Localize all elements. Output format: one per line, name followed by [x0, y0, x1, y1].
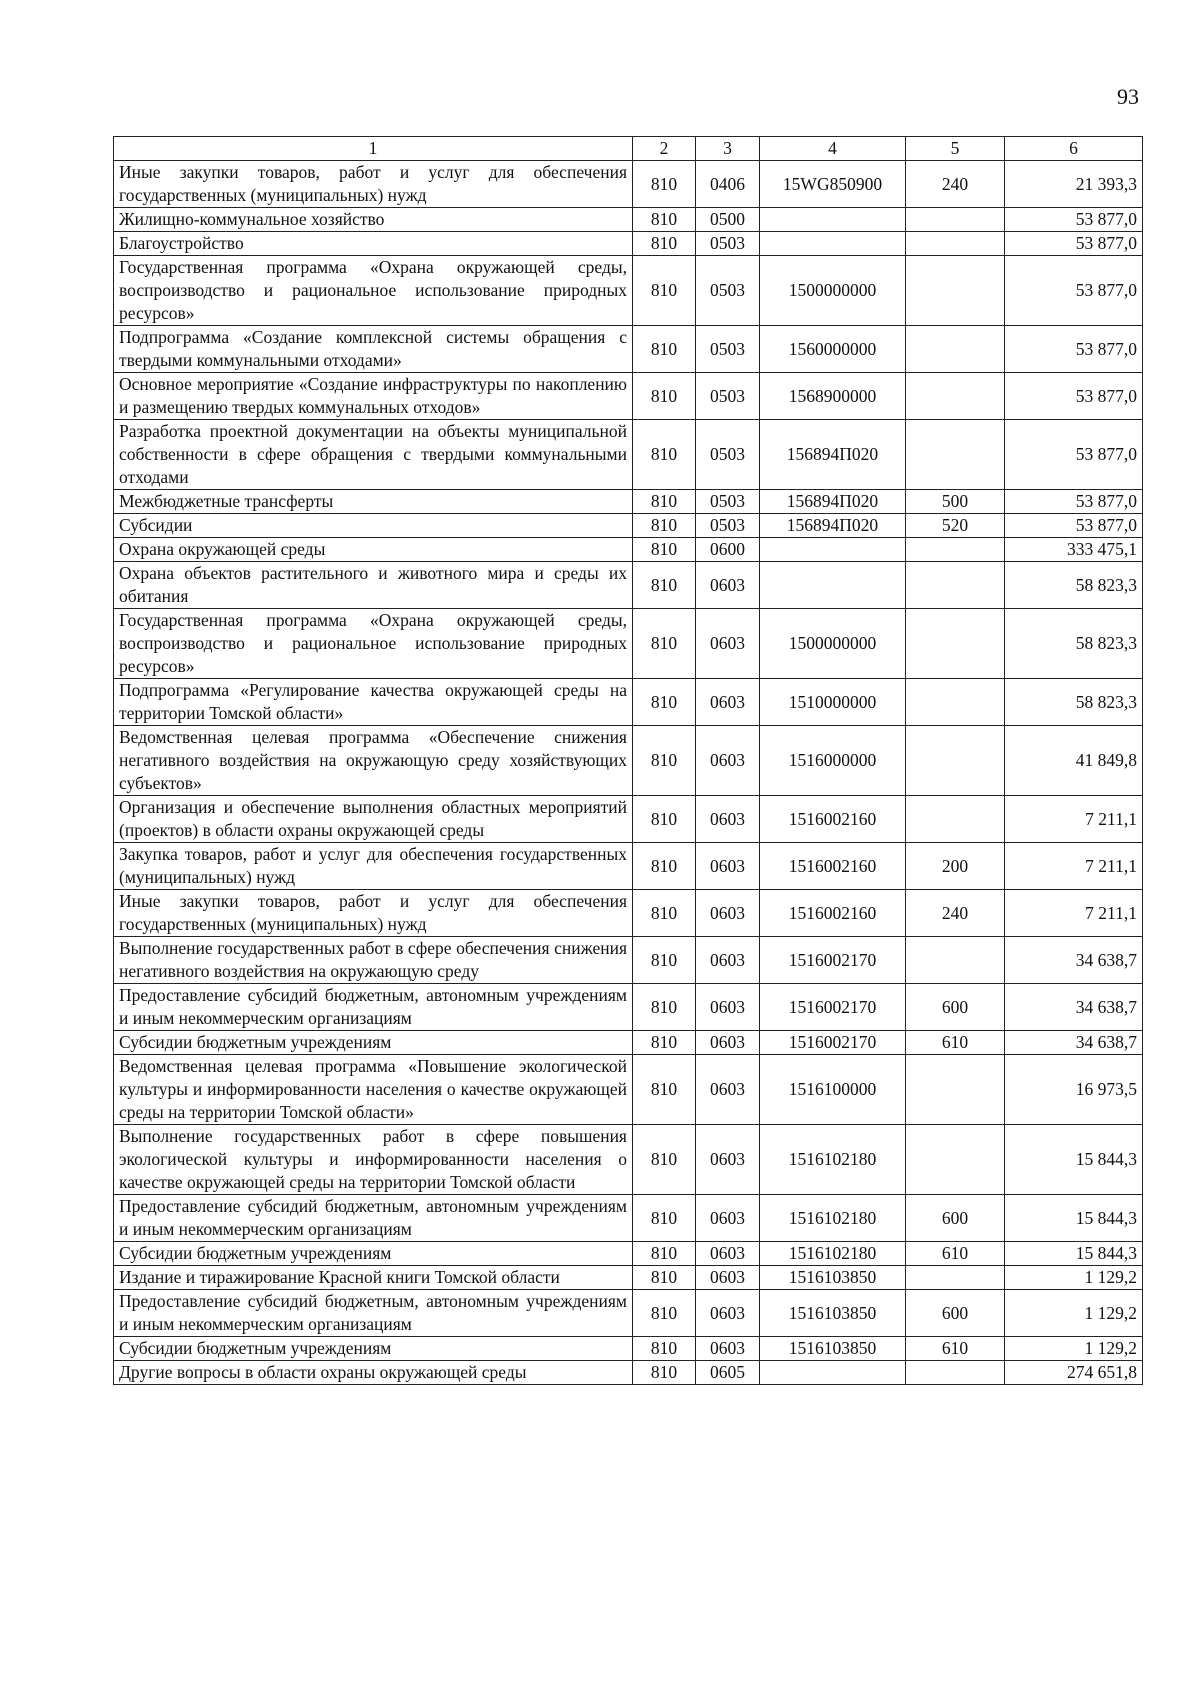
target-article-cell: 1516002160: [760, 890, 906, 937]
expense-type-cell: [906, 208, 1005, 232]
table-row: [114, 726, 1143, 796]
item-name-cell: Охрана окружающей среды: [114, 538, 633, 562]
item-name-cell: Предоставление субсидий бюджетным, автономным учреждениям и иным некоммерческим организациям: [114, 1290, 633, 1337]
item-name-cell: Подпрограмма «Регулирование качества окружающей среды на территории Томской области»: [114, 679, 633, 726]
item-name-cell: Закупка товаров, работ и услуг для обеспечения государственных (муниципальных) нужд: [114, 843, 633, 890]
ministry-code-cell: 810: [633, 843, 696, 890]
expense-type-cell: 600: [906, 1290, 1005, 1337]
table-row: [114, 1242, 1143, 1266]
expense-type-cell: [906, 256, 1005, 326]
table-row: [114, 1055, 1143, 1125]
amount-cell: 58 823,3: [1005, 679, 1143, 726]
target-article-cell: 1516000000: [760, 726, 906, 796]
section-code-cell: 0603: [696, 1337, 760, 1361]
table-row: [114, 984, 1143, 1031]
ministry-code-cell: 810: [633, 161, 696, 208]
table-row: [114, 1361, 1143, 1385]
ministry-code-cell: 810: [633, 796, 696, 843]
target-article-cell: 1516002170: [760, 1031, 906, 1055]
header-cell-col1: 1: [114, 137, 633, 161]
target-article-cell: 1516002160: [760, 796, 906, 843]
header-cell-col4: 4: [760, 137, 906, 161]
target-article-cell: 1516100000: [760, 1055, 906, 1125]
expense-type-cell: [906, 232, 1005, 256]
section-code-cell: 0503: [696, 326, 760, 373]
ministry-code-cell: 810: [633, 679, 696, 726]
section-code-cell: 0603: [696, 1266, 760, 1290]
amount-cell: 7 211,1: [1005, 843, 1143, 890]
ministry-code-cell: 810: [633, 538, 696, 562]
target-article-cell: 1516102180: [760, 1125, 906, 1195]
table-row: [114, 1125, 1143, 1195]
ministry-code-cell: 810: [633, 373, 696, 420]
table-row: [114, 490, 1143, 514]
amount-cell: 53 877,0: [1005, 420, 1143, 490]
amount-cell: 53 877,0: [1005, 373, 1143, 420]
ministry-code-cell: 810: [633, 937, 696, 984]
ministry-code-cell: 810: [633, 984, 696, 1031]
expense-type-cell: 500: [906, 490, 1005, 514]
amount-cell: 1 129,2: [1005, 1290, 1143, 1337]
section-code-cell: 0406: [696, 161, 760, 208]
table-row: [114, 562, 1143, 609]
item-name-cell: Организация и обеспечение выполнения областных мероприятий (проектов) в области охраны окружающей среды: [114, 796, 633, 843]
expense-type-cell: 520: [906, 514, 1005, 538]
section-code-cell: 0603: [696, 1290, 760, 1337]
expense-type-cell: 610: [906, 1031, 1005, 1055]
section-code-cell: 0503: [696, 373, 760, 420]
ministry-code-cell: 810: [633, 1242, 696, 1266]
amount-cell: 53 877,0: [1005, 490, 1143, 514]
amount-cell: 7 211,1: [1005, 796, 1143, 843]
item-name-cell: Разработка проектной документации на объекты муниципальной собственности в сфере обращения с твердыми коммунальными отходами: [114, 420, 633, 490]
amount-cell: 58 823,3: [1005, 609, 1143, 679]
amount-cell: 41 849,8: [1005, 726, 1143, 796]
expense-type-cell: 240: [906, 161, 1005, 208]
amount-cell: 34 638,7: [1005, 937, 1143, 984]
amount-cell: 53 877,0: [1005, 514, 1143, 538]
table-row: [114, 208, 1143, 232]
expense-type-cell: [906, 538, 1005, 562]
expense-type-cell: [906, 937, 1005, 984]
section-code-cell: 0603: [696, 937, 760, 984]
amount-cell: 15 844,3: [1005, 1195, 1143, 1242]
ministry-code-cell: 810: [633, 208, 696, 232]
ministry-code-cell: 810: [633, 726, 696, 796]
table-row: [114, 796, 1143, 843]
section-code-cell: 0603: [696, 796, 760, 843]
ministry-code-cell: 810: [633, 562, 696, 609]
amount-cell: 15 844,3: [1005, 1242, 1143, 1266]
target-article-cell: [760, 538, 906, 562]
target-article-cell: 1516102180: [760, 1242, 906, 1266]
item-name-cell: Другие вопросы в области охраны окружающей среды: [114, 1361, 633, 1385]
table-row: [114, 373, 1143, 420]
item-name-cell: Субсидии: [114, 514, 633, 538]
section-code-cell: 0603: [696, 1195, 760, 1242]
item-name-cell: Ведомственная целевая программа «Обеспечение снижения негативного воздействия на окружающую среду хозяйствующих субъектов»: [114, 726, 633, 796]
section-code-cell: 0600: [696, 538, 760, 562]
ministry-code-cell: 810: [633, 1337, 696, 1361]
expense-type-cell: 600: [906, 984, 1005, 1031]
ministry-code-cell: 810: [633, 514, 696, 538]
ministry-code-cell: 810: [633, 1195, 696, 1242]
target-article-cell: 156894П020: [760, 490, 906, 514]
target-article-cell: [760, 208, 906, 232]
table-row: [114, 1195, 1143, 1242]
item-name-cell: Охрана объектов растительного и животного мира и среды их обитания: [114, 562, 633, 609]
item-name-cell: Государственная программа «Охрана окружающей среды, воспроизводство и рациональное использование природных ресурсов»: [114, 256, 633, 326]
amount-cell: 1 129,2: [1005, 1337, 1143, 1361]
amount-cell: 16 973,5: [1005, 1055, 1143, 1125]
ministry-code-cell: 810: [633, 420, 696, 490]
table-row: [114, 326, 1143, 373]
expense-type-cell: [906, 1055, 1005, 1125]
target-article-cell: [760, 232, 906, 256]
target-article-cell: [760, 1361, 906, 1385]
target-article-cell: 1500000000: [760, 256, 906, 326]
section-code-cell: 0503: [696, 256, 760, 326]
target-article-cell: 1568900000: [760, 373, 906, 420]
header-cell-col5: 5: [906, 137, 1005, 161]
item-name-cell: Жилищно-коммунальное хозяйство: [114, 208, 633, 232]
target-article-cell: 156894П020: [760, 514, 906, 538]
table-row: [114, 1337, 1143, 1361]
expense-type-cell: 200: [906, 843, 1005, 890]
header-cell-col6: 6: [1005, 137, 1143, 161]
section-code-cell: 0603: [696, 890, 760, 937]
ministry-code-cell: 810: [633, 256, 696, 326]
amount-cell: 15 844,3: [1005, 1125, 1143, 1195]
item-name-cell: Ведомственная целевая программа «Повышение экологической культуры и информированности населения о качестве окружающей среды на территории Томской области»: [114, 1055, 633, 1125]
ministry-code-cell: 810: [633, 1361, 696, 1385]
expense-type-cell: [906, 609, 1005, 679]
item-name-cell: Субсидии бюджетным учреждениям: [114, 1337, 633, 1361]
target-article-cell: 1516103850: [760, 1337, 906, 1361]
table-row: [114, 1031, 1143, 1055]
target-article-cell: 156894П020: [760, 420, 906, 490]
item-name-cell: Издание и тиражирование Красной книги Томской области: [114, 1266, 633, 1290]
amount-cell: 58 823,3: [1005, 562, 1143, 609]
amount-cell: 53 877,0: [1005, 326, 1143, 373]
ministry-code-cell: 810: [633, 1055, 696, 1125]
ministry-code-cell: 810: [633, 232, 696, 256]
section-code-cell: 0603: [696, 1125, 760, 1195]
expense-type-cell: [906, 1361, 1005, 1385]
table-row: [114, 514, 1143, 538]
target-article-cell: 15WG850900: [760, 161, 906, 208]
section-code-cell: 0603: [696, 843, 760, 890]
table-row: [114, 890, 1143, 937]
section-code-cell: 0603: [696, 609, 760, 679]
expense-type-cell: 610: [906, 1337, 1005, 1361]
table-row: [114, 161, 1143, 208]
section-code-cell: 0603: [696, 1055, 760, 1125]
item-name-cell: Благоустройство: [114, 232, 633, 256]
table-row: [114, 420, 1143, 490]
amount-cell: 7 211,1: [1005, 890, 1143, 937]
item-name-cell: Выполнение государственных работ в сфере повышения экологической культуры и информированности населения о качестве окружающей среды на территории Томской области: [114, 1125, 633, 1195]
expense-type-cell: 600: [906, 1195, 1005, 1242]
item-name-cell: Иные закупки товаров, работ и услуг для обеспечения государственных (муниципальных) нужд: [114, 890, 633, 937]
ministry-code-cell: 810: [633, 890, 696, 937]
amount-cell: 53 877,0: [1005, 256, 1143, 326]
section-code-cell: 0603: [696, 726, 760, 796]
target-article-cell: 1516002170: [760, 984, 906, 1031]
item-name-cell: Государственная программа «Охрана окружающей среды, воспроизводство и рациональное использование природных ресурсов»: [114, 609, 633, 679]
target-article-cell: 1500000000: [760, 609, 906, 679]
ministry-code-cell: 810: [633, 1290, 696, 1337]
table-header-row: [114, 137, 1143, 161]
expense-type-cell: [906, 420, 1005, 490]
ministry-code-cell: 810: [633, 326, 696, 373]
ministry-code-cell: 810: [633, 1031, 696, 1055]
item-name-cell: Выполнение государственных работ в сфере обеспечения снижения негативного воздействия на окружающую среду: [114, 937, 633, 984]
item-name-cell: Субсидии бюджетным учреждениям: [114, 1242, 633, 1266]
target-article-cell: [760, 562, 906, 609]
amount-cell: 333 475,1: [1005, 538, 1143, 562]
item-name-cell: Иные закупки товаров, работ и услуг для обеспечения государственных (муниципальных) нужд: [114, 161, 633, 208]
table-row: [114, 538, 1143, 562]
amount-cell: 274 651,8: [1005, 1361, 1143, 1385]
expense-type-cell: [906, 562, 1005, 609]
item-name-cell: Межбюджетные трансферты: [114, 490, 633, 514]
item-name-cell: Субсидии бюджетным учреждениям: [114, 1031, 633, 1055]
ministry-code-cell: 810: [633, 490, 696, 514]
section-code-cell: 0603: [696, 679, 760, 726]
ministry-code-cell: 810: [633, 1125, 696, 1195]
amount-cell: 34 638,7: [1005, 984, 1143, 1031]
section-code-cell: 0503: [696, 420, 760, 490]
header-cell-col2: 2: [633, 137, 696, 161]
expense-type-cell: 610: [906, 1242, 1005, 1266]
target-article-cell: 1516103850: [760, 1290, 906, 1337]
expense-type-cell: [906, 796, 1005, 843]
page-number: 93: [1117, 84, 1139, 109]
amount-cell: 34 638,7: [1005, 1031, 1143, 1055]
target-article-cell: 1510000000: [760, 679, 906, 726]
section-code-cell: 0503: [696, 514, 760, 538]
amount-cell: 53 877,0: [1005, 232, 1143, 256]
budget-table: [113, 136, 1143, 1385]
table-row: [114, 937, 1143, 984]
target-article-cell: 1516102180: [760, 1195, 906, 1242]
item-name-cell: Предоставление субсидий бюджетным, автономным учреждениям и иным некоммерческим организациям: [114, 1195, 633, 1242]
item-name-cell: Подпрограмма «Создание комплексной системы обращения с твердыми коммунальными отходами»: [114, 326, 633, 373]
section-code-cell: 0603: [696, 1031, 760, 1055]
section-code-cell: 0603: [696, 562, 760, 609]
amount-cell: 21 393,3: [1005, 161, 1143, 208]
table-row: [114, 609, 1143, 679]
section-code-cell: 0603: [696, 984, 760, 1031]
table-row: [114, 232, 1143, 256]
section-code-cell: 0503: [696, 232, 760, 256]
expense-type-cell: [906, 373, 1005, 420]
item-name-cell: Предоставление субсидий бюджетным, автономным учреждениям и иным некоммерческим организациям: [114, 984, 633, 1031]
item-name-cell: Основное мероприятие «Создание инфраструктуры по накоплению и размещению твердых коммунальных отходов»: [114, 373, 633, 420]
amount-cell: 1 129,2: [1005, 1266, 1143, 1290]
expense-type-cell: [906, 679, 1005, 726]
target-article-cell: 1560000000: [760, 326, 906, 373]
table-row: [114, 1266, 1143, 1290]
expense-type-cell: 240: [906, 890, 1005, 937]
amount-cell: 53 877,0: [1005, 208, 1143, 232]
table-row: [114, 679, 1143, 726]
table-row: [114, 843, 1143, 890]
budget-table-body: [114, 137, 1143, 1385]
section-code-cell: 0603: [696, 1242, 760, 1266]
ministry-code-cell: 810: [633, 1266, 696, 1290]
ministry-code-cell: 810: [633, 609, 696, 679]
expense-type-cell: [906, 1125, 1005, 1195]
table-row: [114, 1290, 1143, 1337]
section-code-cell: 0503: [696, 490, 760, 514]
header-cell-col3: 3: [696, 137, 760, 161]
expense-type-cell: [906, 326, 1005, 373]
expense-type-cell: [906, 726, 1005, 796]
target-article-cell: 1516002160: [760, 843, 906, 890]
target-article-cell: 1516103850: [760, 1266, 906, 1290]
section-code-cell: 0500: [696, 208, 760, 232]
target-article-cell: 1516002170: [760, 937, 906, 984]
table-row: [114, 256, 1143, 326]
expense-type-cell: [906, 1266, 1005, 1290]
section-code-cell: 0605: [696, 1361, 760, 1385]
